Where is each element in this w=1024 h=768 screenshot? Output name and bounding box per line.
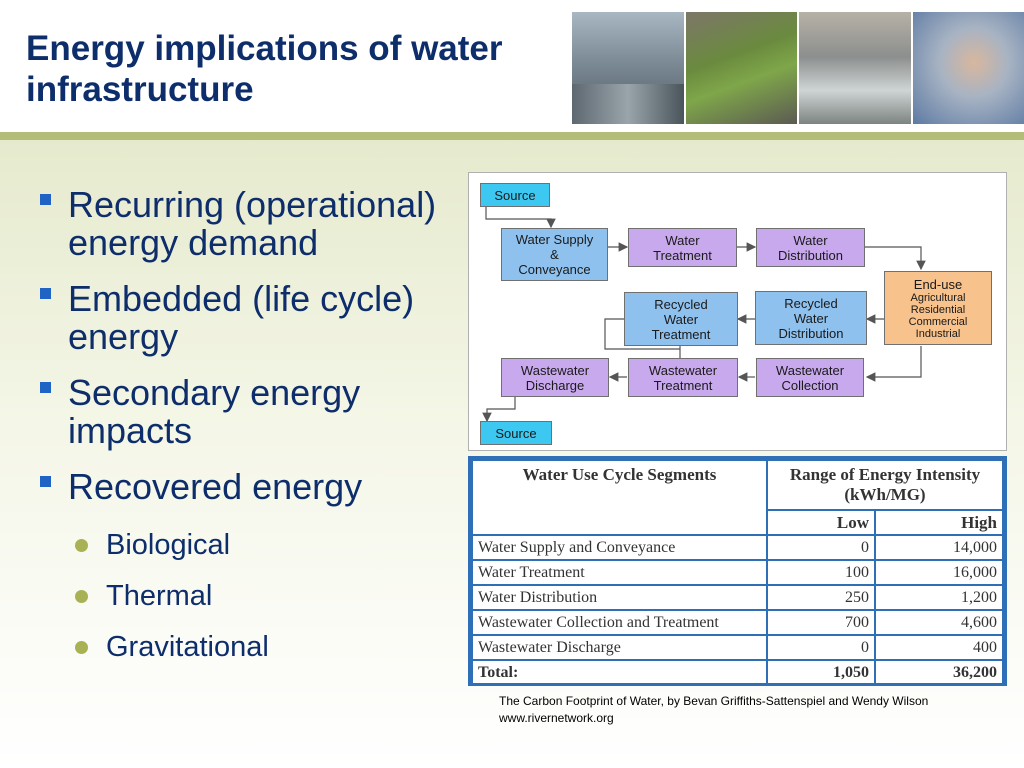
source-top-label: Source (494, 187, 536, 203)
bullet-text: Recovered energy (68, 466, 363, 507)
ww-discharge-line2: Discharge (525, 377, 585, 393)
header-divider (0, 132, 1024, 140)
sub-bullet-item (34, 630, 454, 664)
energy-table (471, 459, 1004, 686)
square-bullet-icon (40, 382, 51, 393)
low-cell: 0 (767, 635, 875, 660)
slide-title: Energy implications of water infrastructure (26, 29, 503, 109)
round-bullet-icon (75, 590, 88, 603)
wastewater-discharge-box (501, 358, 609, 397)
ww-treatment-line2: Treatment (653, 377, 713, 393)
enduse-sub3: Commercial (908, 315, 968, 328)
recycled-treat-line2: Water (663, 311, 699, 327)
source-caption: The Carbon Footprint of Water, by Bevan Griffiths-Sattenspiel and Wendy Wilson www.rivernetwork.org (499, 694, 929, 725)
total-row (472, 660, 1003, 685)
supply-line3: Conveyance (518, 262, 591, 277)
high-cell: 400 (875, 635, 1003, 660)
source-bottom-box (480, 421, 552, 445)
water-distribution-box (756, 228, 865, 267)
low-cell: 100 (767, 560, 875, 585)
total-high: 36,200 (875, 660, 1003, 685)
source-top-box (480, 183, 550, 207)
rainy-street-photo (572, 12, 684, 124)
recycled-treatment-box (624, 292, 738, 346)
low-cell: 700 (767, 610, 875, 635)
enduse-sub1: Agricultural (910, 291, 966, 304)
water-treatment-box (628, 228, 737, 267)
recycled-treat-line1: Recycled (654, 296, 708, 312)
recycled-treat-line3: Treatment (651, 326, 711, 342)
bullet-item (34, 186, 454, 262)
square-bullet-icon (40, 476, 51, 487)
low-cell: 0 (767, 535, 875, 560)
ww-collection-line1: Wastewater (775, 362, 845, 378)
segment-cell: Wastewater Collection and Treatment (472, 610, 767, 635)
green-roof-photo (686, 12, 798, 124)
sub-bullet-text: Biological (106, 529, 231, 561)
square-bullet-icon (40, 288, 51, 299)
segment-cell: Water Treatment (472, 560, 767, 585)
recycled-dist-line3: Distribution (778, 325, 844, 341)
bullet-list (34, 186, 454, 681)
high-header: High (875, 510, 1003, 535)
treatment-line1: Water (665, 232, 700, 248)
square-bullet-icon (40, 194, 51, 205)
low-cell: 250 (767, 585, 875, 610)
bullet-text: Secondary energy impacts (68, 372, 361, 451)
segment-cell: Wastewater Discharge (472, 635, 767, 660)
enduse-title: End-use (913, 276, 963, 292)
supply-line2: & (550, 247, 559, 262)
table-row (472, 635, 1003, 660)
high-cell: 16,000 (875, 560, 1003, 585)
high-cell: 14,000 (875, 535, 1003, 560)
sub-bullet-text: Gravitational (106, 631, 269, 663)
bullet-text: Embedded (life cycle) energy (68, 278, 415, 357)
distribution-line2: Distribution (777, 247, 844, 263)
hands-water-photo (913, 12, 1024, 124)
high-cell: 1,200 (875, 585, 1003, 610)
supply-line1: Water Supply (515, 232, 594, 247)
col-segments-header: Water Use Cycle Segments (472, 460, 767, 535)
enduse-sub4: Industrial (915, 327, 961, 340)
wastewater-treatment-box (628, 358, 738, 397)
total-low: 1,050 (767, 660, 875, 685)
table-row (472, 585, 1003, 610)
recycled-distribution-box (755, 291, 867, 345)
treatment-plant-photo (799, 12, 911, 124)
source-bottom-label: Source (495, 425, 537, 441)
photo-strip (572, 12, 1024, 124)
ww-discharge-line1: Wastewater (520, 362, 590, 378)
sub-bullet-text: Thermal (106, 580, 213, 612)
water-supply-box (501, 228, 608, 281)
segment-cell: Water Distribution (472, 585, 767, 610)
low-header: Low (767, 510, 875, 535)
sub-bullet-item (34, 579, 454, 613)
sub-bullet-item (34, 528, 454, 562)
ww-collection-line2: Collection (781, 377, 839, 393)
distribution-line1: Water (793, 232, 828, 248)
recycled-dist-line2: Water (793, 310, 829, 326)
bullet-item (34, 280, 454, 356)
round-bullet-icon (75, 641, 88, 654)
water-cycle-diagram (468, 172, 1007, 451)
end-use-box (884, 271, 992, 345)
table-row (472, 610, 1003, 635)
round-bullet-icon (75, 539, 88, 552)
segment-cell: Water Supply and Conveyance (472, 535, 767, 560)
table-row (472, 535, 1003, 560)
bullet-text: Recurring (operational) energy demand (68, 184, 437, 263)
high-cell: 4,600 (875, 610, 1003, 635)
table-row (472, 560, 1003, 585)
enduse-sub2: Residential (910, 303, 966, 316)
ww-treatment-line1: Wastewater (648, 362, 718, 378)
treatment-line2: Treatment (653, 247, 712, 263)
bullet-item (34, 374, 454, 450)
bullet-item (34, 468, 454, 506)
slide-header (0, 0, 1024, 135)
wastewater-collection-box (756, 358, 864, 397)
total-label: Total: (472, 660, 767, 685)
energy-intensity-table (468, 456, 1007, 686)
col-range-header: Range of Energy Intensity (kWh/MG) (767, 460, 1003, 510)
recycled-dist-line1: Recycled (784, 295, 838, 311)
